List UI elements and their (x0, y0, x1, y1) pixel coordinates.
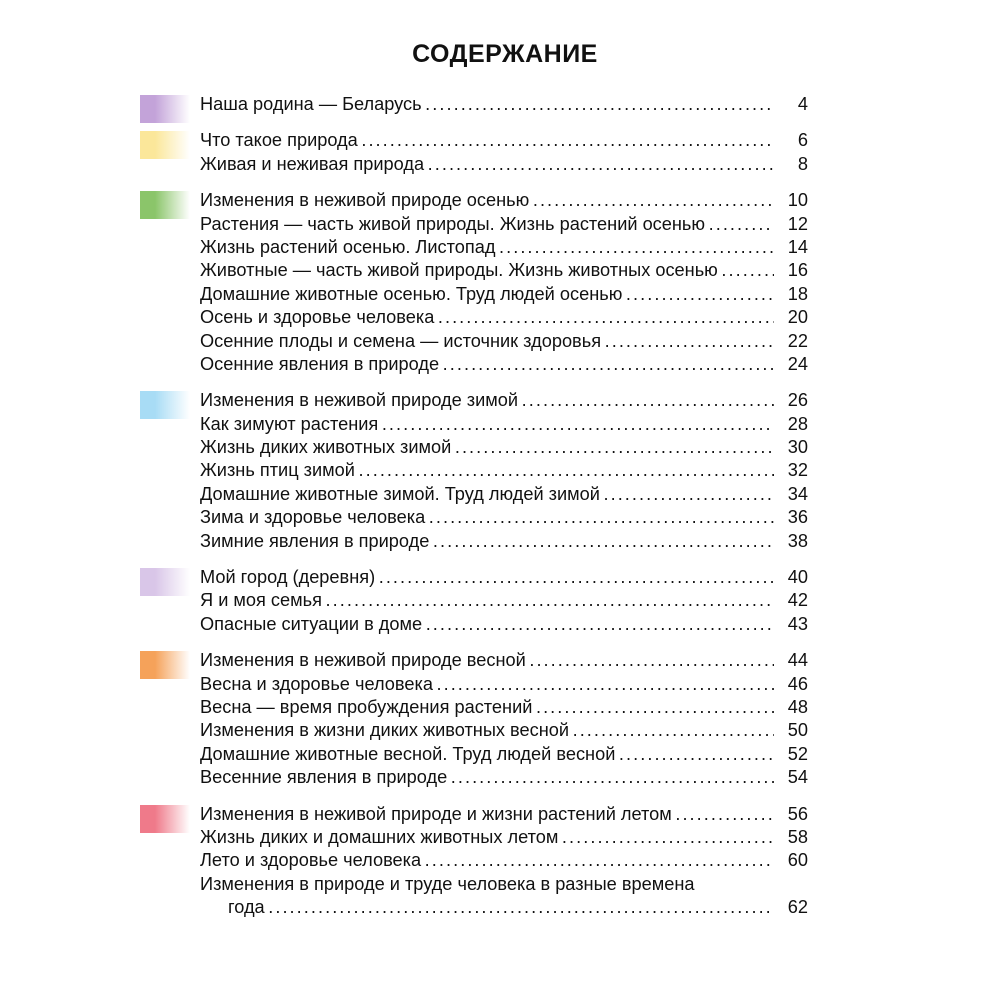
toc-entry-title: Жизнь птиц зимой . . . (200, 459, 774, 482)
toc-entry[interactable] (140, 849, 808, 872)
toc-entry[interactable] (140, 306, 808, 329)
toc-entry-title: Изменения в жизни диких животных весной . . . (200, 719, 774, 742)
toc-entry[interactable] (140, 743, 808, 766)
toc-entry-page: 12 (787, 213, 808, 234)
toc-entry-title: Растения — часть живой природы. Жизнь растений осенью . . . (200, 213, 774, 236)
toc-entry-title: Зимние явления в природе . . . (200, 530, 774, 553)
toc-entry[interactable] (140, 330, 808, 353)
toc-entry-page: 54 (787, 767, 808, 788)
toc-entry-title: Жизнь диких животных зимой . . . (200, 436, 774, 459)
table-of-contents (140, 93, 820, 933)
toc-entry-page: 60 (787, 850, 808, 871)
toc-entry[interactable] (140, 436, 808, 459)
toc-entry-title: Изменения в неживой природе зимой . . . (200, 389, 774, 412)
toc-entry[interactable] (140, 826, 808, 849)
toc-entry-title: Животные — часть живой природы. Жизнь животных осенью . . . (200, 259, 774, 282)
toc-section (140, 389, 820, 553)
toc-entry-page: 24 (787, 353, 808, 374)
toc-entry-page: 52 (787, 743, 808, 764)
toc-section (140, 803, 820, 920)
toc-section (140, 93, 820, 116)
toc-entry[interactable] (140, 259, 808, 282)
toc-entry-title: Что такое природа . . . (200, 129, 774, 152)
toc-entry[interactable] (140, 213, 808, 236)
toc-entry-page: 62 (787, 897, 808, 918)
toc-entry-title: Домашние животные весной. Труд людей весной . . . (200, 743, 774, 766)
toc-entry-page: 22 (787, 330, 808, 351)
toc-entry-title: Осень и здоровье человека . . . (200, 306, 774, 329)
toc-entry[interactable] (140, 483, 808, 506)
toc-section (140, 649, 820, 789)
toc-entry-page: 26 (787, 390, 808, 411)
toc-entry-page: 20 (787, 307, 808, 328)
toc-entry-title: Жизнь диких и домашних животных летом . . . (200, 826, 774, 849)
toc-entry[interactable] (140, 189, 808, 212)
toc-entry-page: 42 (787, 590, 808, 611)
toc-entry-title: Домашние животные осенью. Труд людей осенью . . . (200, 283, 774, 306)
toc-entry-page: 16 (787, 260, 808, 281)
toc-entry[interactable] (140, 129, 808, 152)
toc-entry-title: Изменения в неживой природе и жизни растений летом . . . (200, 803, 774, 826)
toc-entry-page: 10 (787, 190, 808, 211)
toc-entry-page: 30 (787, 437, 808, 458)
toc-entry-title: Жизнь растений осенью. Листопад . . . (200, 236, 774, 259)
toc-entry[interactable] (140, 896, 808, 919)
toc-entry-page: 50 (787, 720, 808, 741)
toc-entry[interactable] (140, 649, 808, 672)
toc-entry[interactable] (140, 696, 808, 719)
toc-entry-page: 44 (787, 650, 808, 671)
toc-entry-title: Весенние явления в природе . . . (200, 766, 774, 789)
toc-section (140, 566, 820, 636)
toc-entry-title: Как зимуют растения . . . (200, 413, 774, 436)
toc-entry-title: Весна — время пробуждения растений . . . (200, 696, 774, 719)
toc-entry[interactable] (140, 153, 808, 176)
toc-entry-page: 38 (787, 530, 808, 551)
toc-entry-title: Мой город (деревня) . . . (200, 566, 774, 589)
toc-entry-page: 8 (797, 153, 808, 174)
toc-entry-title: Живая и неживая природа . . . (200, 153, 774, 176)
toc-entry-title: Изменения в природе и труде человека в разные времена (200, 873, 695, 894)
toc-entry-title: Изменения в неживой природе весной . . . (200, 649, 774, 672)
toc-entry-page: 58 (787, 826, 808, 847)
toc-entry-page: 14 (787, 236, 808, 257)
toc-entry[interactable] (140, 283, 808, 306)
toc-entry-title: Наша родина — Беларусь . . . (200, 93, 774, 116)
toc-entry-title: Лето и здоровье человека . . . (200, 849, 774, 872)
toc-entry-title: Изменения в неживой природе осенью . . . (200, 189, 774, 212)
toc-entry[interactable] (140, 506, 808, 529)
toc-entry[interactable] (140, 803, 808, 826)
toc-entry-title: года . . . (228, 896, 774, 919)
toc-entry-title: Домашние животные зимой. Труд людей зимой . . . (200, 483, 774, 506)
toc-entry[interactable] (140, 719, 808, 742)
toc-entry-title: Осенние явления в природе . . . (200, 353, 774, 376)
toc-entry[interactable] (140, 389, 808, 412)
toc-section (140, 189, 820, 376)
toc-entry-title: Осенние плоды и семена — источник здоровья . . . (200, 330, 774, 353)
toc-entry-page: 56 (787, 803, 808, 824)
toc-entry[interactable] (140, 530, 808, 553)
toc-section (140, 129, 820, 176)
toc-entry[interactable] (140, 613, 808, 636)
toc-entry-title: Я и моя семья . . . (200, 589, 774, 612)
toc-entry-page: 40 (787, 567, 808, 588)
toc-entry-page: 46 (787, 673, 808, 694)
toc-entry[interactable] (140, 673, 808, 696)
toc-entry[interactable] (140, 93, 808, 116)
toc-entry-page: 36 (787, 507, 808, 528)
toc-entry-page: 28 (787, 413, 808, 434)
toc-entry[interactable] (140, 589, 808, 612)
toc-entry[interactable] (140, 873, 808, 896)
toc-entry[interactable] (140, 236, 808, 259)
toc-entry-page: 48 (787, 696, 808, 717)
toc-entry-page: 6 (797, 130, 808, 151)
toc-entry-page: 18 (787, 283, 808, 304)
toc-entry-page: 34 (787, 483, 808, 504)
toc-entry-page: 43 (787, 613, 808, 634)
toc-entry[interactable] (140, 566, 808, 589)
toc-entry-page: 4 (797, 94, 808, 114)
toc-entry-title: Весна и здоровье человека . . . (200, 673, 774, 696)
toc-entry[interactable] (140, 459, 808, 482)
toc-entry[interactable] (140, 766, 808, 789)
toc-entry-title: Зима и здоровье человека . . . (200, 506, 774, 529)
page-title: СОДЕРЖАНИЕ (412, 40, 598, 68)
toc-entry-title: Опасные ситуации в доме . . . (200, 613, 774, 636)
toc-entry-page: 32 (787, 460, 808, 481)
toc-entry[interactable] (140, 413, 808, 436)
toc-entry[interactable] (140, 353, 808, 376)
